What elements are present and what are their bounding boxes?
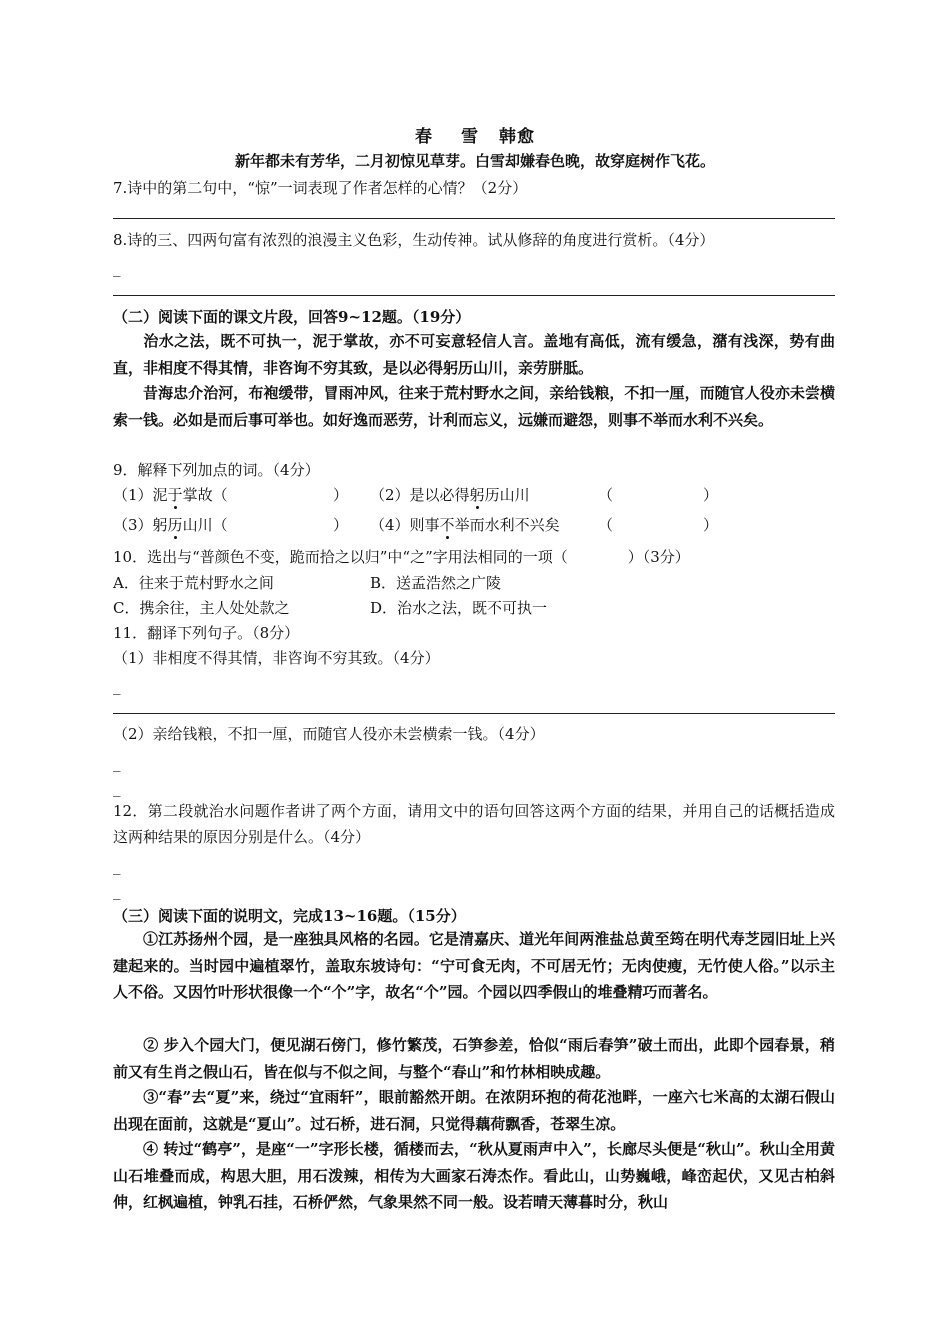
passage-3-para-1: ①江苏扬州个园，是一座独具风格的名园。它是清嘉庆、道光年间两淮盐总黄至筠在明代寿芝园旧址上兴建起来的。当时园中遍植翠竹，盖取东坡诗句：“宁可食无肉，不可居无竹；无肉使瘦，无竹使人俗。”以示主人不俗。又因竹叶形状很像一个“个”字，故名“个”园。个园以四季假山的堆叠精巧而著名。 <box>113 930 835 1001</box>
question-11-1: （1）非相度不得其情，非咨询不穷其致。（4分） <box>113 649 440 667</box>
poem-title <box>0 122 950 147</box>
question-12: 12．第二段就治水问题作者讲了两个方面，请用文中的语句回答这两个方面的结果，并用自己的话概括造成这两种结果的原因分别是什么。（4分） <box>113 802 835 846</box>
question-11-2: （2）亲给钱粮，不扣一厘，而随官人役亦未尝横索一钱。（4分） <box>113 725 545 743</box>
answer-line-7 <box>113 218 835 219</box>
answer-blank-8a: _ <box>113 259 121 277</box>
passage-3-para-2: ② 步入个园大门，便见湖石傍门，修竹繁茂，石笋参差，恰似“雨后春笋”破土而出，此即个园春景，稍前又有生肖之假山石，皆在似与不似之间，与整个“春山”和竹林相映成趣。 <box>113 1036 835 1081</box>
q9-item-3: （3）躬历山川（ <box>113 516 228 534</box>
answer-blank-11-1: _ <box>113 677 121 695</box>
answer-blank-12b: _ <box>113 882 121 900</box>
answer-line-8 <box>113 295 835 296</box>
poem-text: 新年都未有芳华，二月初惊见草芽。白雪却嫌春色晚，故穿庭树作飞花。 <box>234 152 715 170</box>
question-10: 10．选出与“普颜色不变，跪而拾之以归”中“之”字用法相同的一项（ ）（3分） <box>113 548 690 566</box>
answer-blank-11-2b: _ <box>113 779 121 797</box>
question-11: 11．翻译下列句子。（8分） <box>113 624 300 642</box>
q9-item-1: （1）泥于掌故（ <box>113 486 228 504</box>
q9-item-3-close: ） <box>333 516 349 534</box>
q9-item-2-blank: （ ） <box>598 486 719 504</box>
q9-item-4-blank: （ ） <box>598 516 719 534</box>
q10-option-d: D．治水之法，既不可执一 <box>370 599 548 617</box>
poem-author: 韩愈 <box>499 127 535 147</box>
question-7: 7.诗中的第二句中，“惊”一词表现了作者怎样的心情？（2分） <box>113 179 528 197</box>
section-2-heading: （二）阅读下面的课文片段，回答9~12题。（19分） <box>113 308 471 326</box>
section-3-heading: （三）阅读下面的说明文，完成13~16题。（15分） <box>113 907 466 925</box>
answer-line-11-1 <box>113 713 835 714</box>
passage-3-para-4: ④ 转过“鹤亭”，是座“一”字形长楼，循楼而去，“秋从夏雨声中入”，长廊尽头便是“秋山”。秋山全用黄山石堆叠而成，构思大胆，用石泼辣，相传为大画家石涛杰作。看此山，山势巍峨，峰峦起伏，又见古柏斜伸，红枫遍植，钟乳石挂，石桥俨然，气象果然不同一般。设若晴天薄暮时分，秋山 <box>113 1140 835 1211</box>
answer-blank-12a: _ <box>113 857 121 875</box>
question-8: 8.诗的三、四两句富有浓烈的浪漫主义色彩，生动传神。试从修辞的角度进行赏析。（4分） <box>113 231 715 249</box>
q9-item-1-close: ） <box>333 486 349 504</box>
poem-title-char-1: 春 <box>415 127 433 147</box>
passage-2-para-1: 治水之法，既不可执一，泥于掌故，亦不可妄意轻信人言。盖地有高低，流有缓急，潴有浅深，势有曲直，非相度不得其情，非咨询不穷其致，是以必得躬历山川，亲劳胼胝。 <box>113 332 835 377</box>
q9-item-4: （4）则事不举而水利不兴矣 <box>370 516 560 534</box>
answer-blank-11-2a: _ <box>113 754 121 772</box>
q10-option-b: B．送孟浩然之广陵 <box>370 574 502 592</box>
passage-3-para-3: ③“春”去“夏”来，绕过“宜雨轩”，眼前豁然开朗。在浓阴环抱的荷花池畔，一座六七米高的太湖石假山出现在面前，这就是“夏山”。过石桥，进石洞，只觉得藕荷飘香，苍翠生凉。 <box>113 1088 835 1133</box>
passage-2-para-2: 昔海忠介治河，布袍缓带，冒雨冲风，往来于荒村野水之间，亲给钱粮，不扣一厘，而随官人役亦未尝横索一钱。必如是而后事可举也。如好逸而恶劳，计利而忘义，远嫌而避怨，则事不举而水利不兴矣。 <box>113 384 835 429</box>
question-9: 9．解释下列加点的词。（4分） <box>113 461 320 479</box>
poem-title-char-2: 雪 <box>461 127 479 147</box>
q10-option-c: C．携余往，主人处处款之 <box>113 599 290 617</box>
q9-item-2: （2）是以必得躬历山川 <box>370 486 530 504</box>
q10-option-a: A．往来于荒村野水之间 <box>113 574 274 592</box>
